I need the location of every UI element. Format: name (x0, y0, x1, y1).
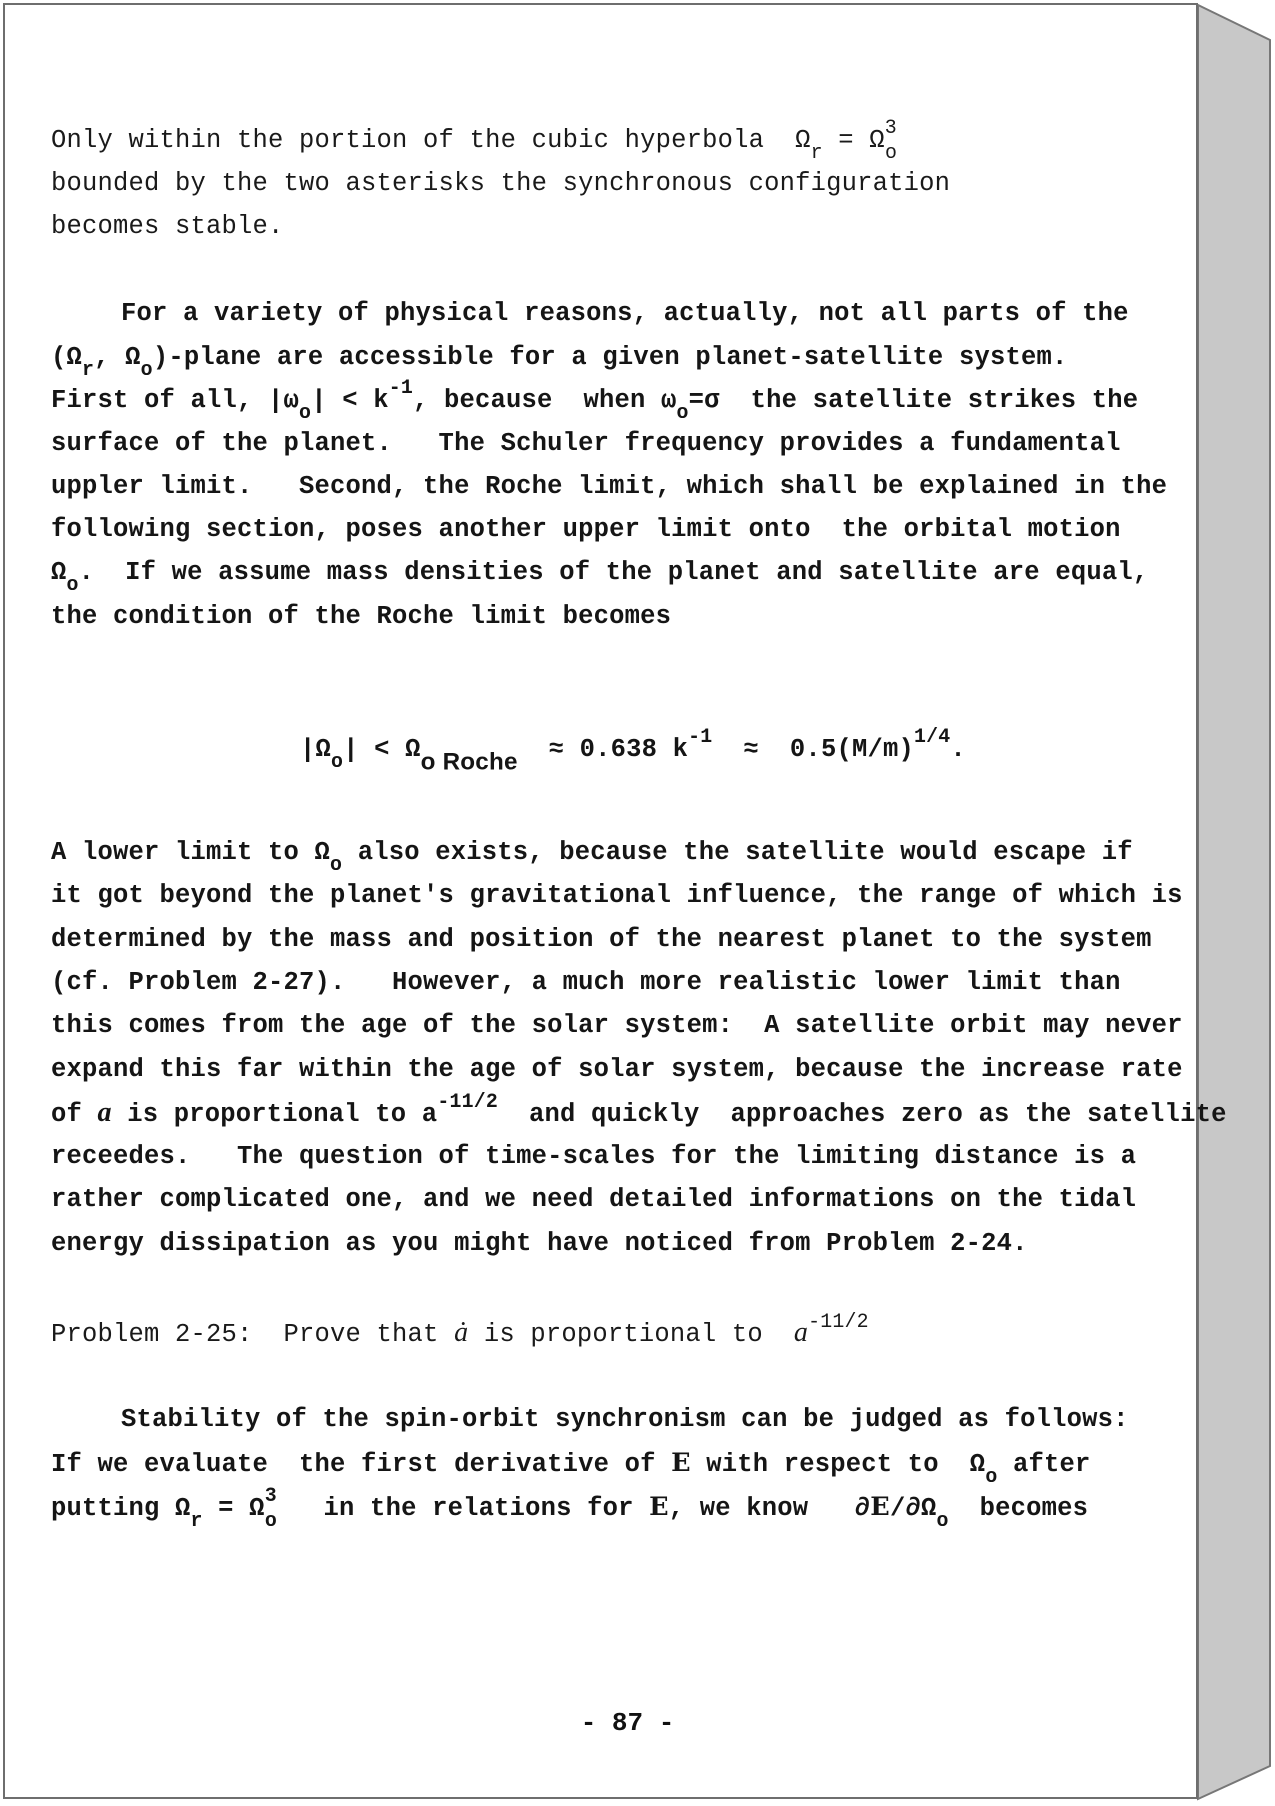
text-line: If we evaluate the first derivative of E with respect to $\Omega_o$ after (51, 1448, 1091, 1488)
text-line: rather complicated one, and we need detailed informations on the tidal (51, 1185, 1137, 1214)
text-line: Stability of the spin-orbit synchronism can be judged as follows: (121, 1405, 1129, 1434)
text-line: putting $\Omega_r = \Omega^3_o$ in the relations for E, we know $\partial E/\partial\Omega_o$ becomes (51, 1484, 1089, 1532)
text-line: determined by the mass and position of the nearest planet to the system (51, 925, 1152, 954)
text-line: surface of the planet. The Schuler frequency provides a fundamental (51, 429, 1121, 458)
roche-equation: $|\Omega_o| < \Omega_{o Roche} \approx 0.638$ $k^{-1} \approx 0.5(M/m)^{1/4}$. (300, 725, 966, 776)
text-line: it got beyond the planet's gravitational influence, the range of which is (51, 881, 1183, 910)
text-line: this comes from the age of the solar system: A satellite orbit may never (51, 1011, 1183, 1040)
text-line: the condition of the Roche limit becomes (51, 602, 672, 631)
problem-statement: Problem 2-25: Prove that ȧ is proportional to $a^{-11/2}$ (51, 1310, 869, 1349)
text-line: (cf. Problem 2-27). However, a much more realistic lower limit than (51, 968, 1121, 997)
text-line: bounded by the two asterisks the synchronous configuration (51, 169, 951, 198)
text-line: following section, poses another upper limit onto the orbital motion (51, 515, 1121, 544)
page-number: - 87 - (580, 1708, 675, 1738)
page-side-shadow (1198, 5, 1270, 1799)
text-line: Only within the portion of the cubic hyperbola $\Omega_r = \Omega^3_o$ (51, 116, 898, 164)
text-line: receedes. The question of time-scales for the limiting distance is a (51, 1142, 1137, 1171)
text-line: First of all, $|\omega_o| < k^{-1}$, because when $\omega_o=\sigma$ the satellite strikes the (51, 376, 1139, 424)
text-line: becomes stable. (51, 212, 284, 241)
text-line: expand this far within the age of solar system, because the increase rate (51, 1055, 1183, 1084)
text-line: of a is proportional to $a^{-11/2}$ and quickly approaches zero as the satellite (51, 1090, 1227, 1129)
text-line: A lower limit to $\Omega_o$ also exists, because the satellite would escape if (51, 838, 1133, 876)
text-line: ($\Omega_r$, $\Omega_o$)-plane are accessible for a given planet-satellite system. (51, 343, 1068, 381)
text-line: For a variety of physical reasons, actually, not all parts of the (121, 299, 1129, 328)
text-line: uppler limit. Second, the Roche limit, which shall be explained in the (51, 472, 1168, 501)
text-line: $\Omega_o$. If we assume mass densities of the planet and satellite are equal, (51, 558, 1149, 596)
text-line: energy dissipation as you might have noticed from Problem 2-24. (51, 1229, 1028, 1258)
